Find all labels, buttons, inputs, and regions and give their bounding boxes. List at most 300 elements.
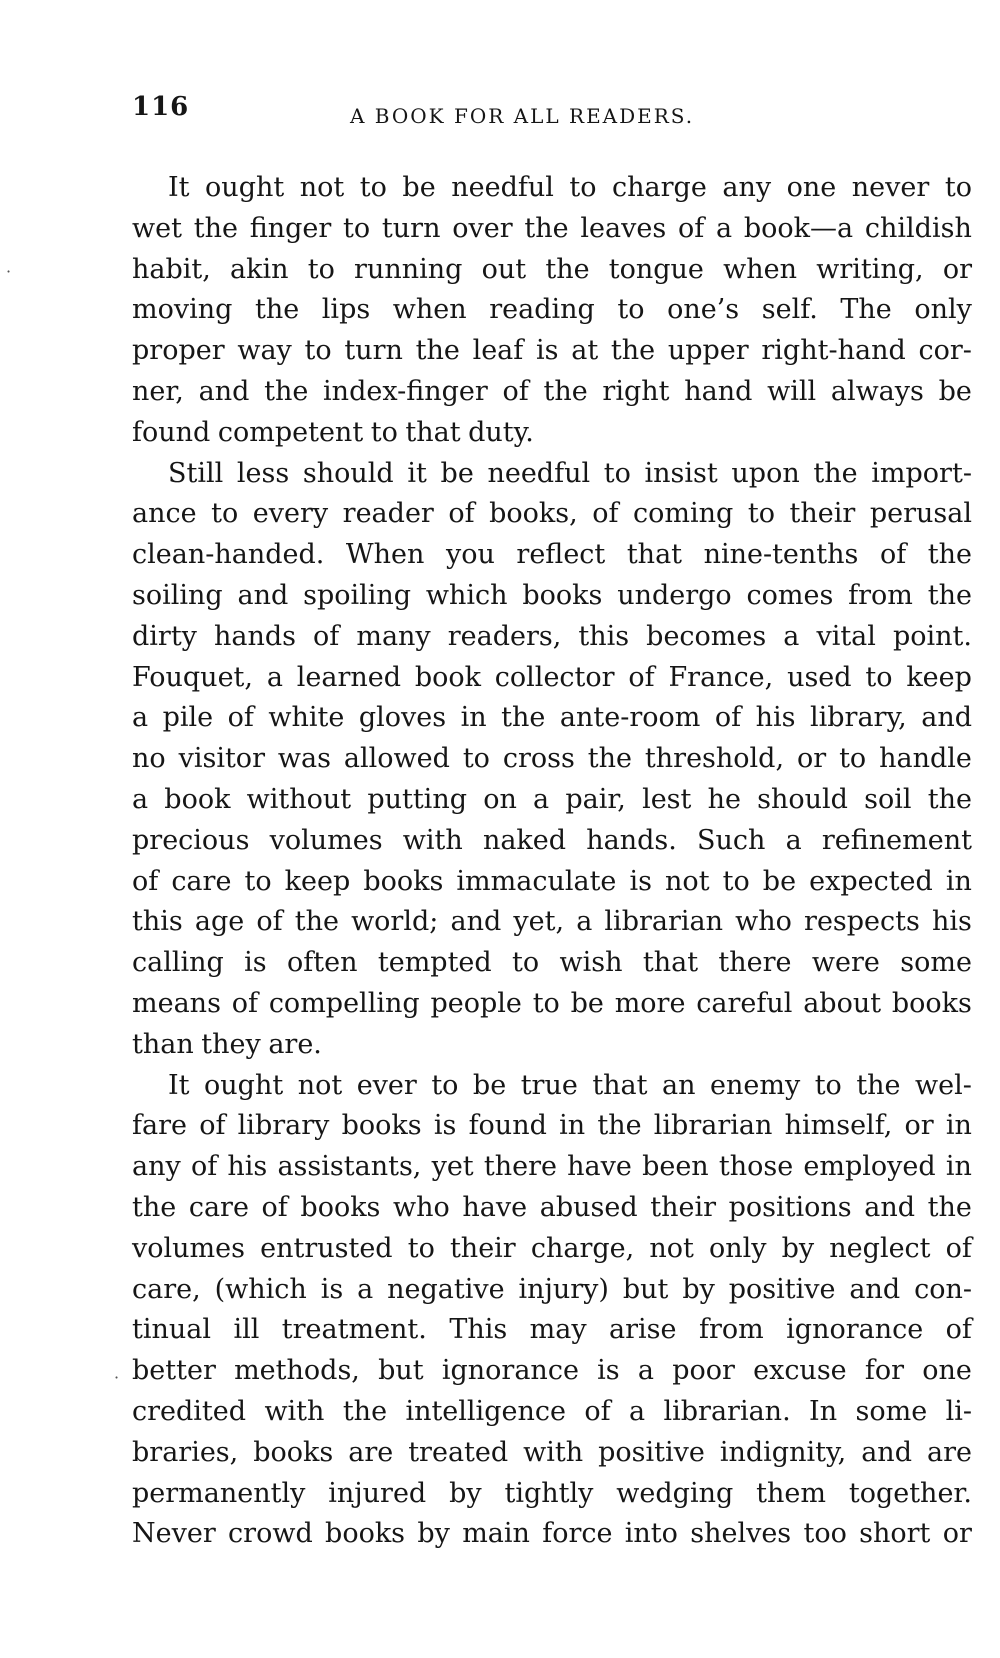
word: of bbox=[714, 702, 742, 734]
word: keep bbox=[284, 865, 351, 897]
word: poor bbox=[672, 1355, 735, 1387]
text-line bbox=[132, 494, 972, 535]
word: librarian bbox=[653, 1110, 773, 1142]
word: visitor bbox=[178, 743, 265, 775]
word: arise bbox=[609, 1314, 677, 1346]
word: negative bbox=[387, 1273, 505, 1305]
word: treatment. bbox=[281, 1314, 427, 1346]
word: their bbox=[650, 1191, 716, 1223]
word: reader bbox=[342, 498, 434, 530]
word: his bbox=[227, 1151, 268, 1183]
word: threshold, bbox=[644, 743, 785, 775]
text-line bbox=[132, 1270, 972, 1311]
word: the bbox=[856, 1069, 901, 1101]
word: to bbox=[462, 743, 490, 775]
word: means bbox=[132, 987, 221, 1019]
word: not bbox=[649, 1232, 694, 1264]
word: the bbox=[501, 702, 546, 734]
text-line bbox=[132, 658, 972, 699]
text-line bbox=[132, 984, 972, 1025]
word: to bbox=[569, 172, 597, 203]
word: of bbox=[231, 987, 258, 1019]
text-line bbox=[132, 290, 972, 331]
word: too bbox=[803, 1518, 847, 1550]
word: into bbox=[624, 1518, 678, 1550]
word: this bbox=[578, 620, 630, 652]
word: that bbox=[592, 1069, 648, 1101]
word: the bbox=[597, 1110, 642, 1142]
text-line bbox=[132, 1025, 972, 1066]
word: to bbox=[839, 743, 867, 775]
word: reflect bbox=[516, 539, 606, 571]
word: positive bbox=[598, 1436, 705, 1468]
word: have bbox=[462, 1191, 528, 1223]
word: wish bbox=[559, 947, 623, 979]
word: is bbox=[433, 1110, 457, 1142]
word: the bbox=[342, 1395, 388, 1427]
word: abused bbox=[539, 1191, 638, 1223]
word: akin bbox=[230, 253, 289, 285]
word: are. bbox=[268, 1028, 322, 1060]
word: It bbox=[168, 172, 190, 203]
word: enemy bbox=[710, 1069, 801, 1101]
text-line bbox=[132, 1188, 972, 1229]
word: needful bbox=[487, 457, 591, 489]
word: who bbox=[735, 906, 792, 938]
word: books bbox=[300, 1191, 381, 1223]
word: not bbox=[665, 865, 710, 897]
word: hands. bbox=[586, 824, 677, 856]
word: book bbox=[164, 783, 231, 815]
word: the bbox=[927, 539, 972, 571]
word: and bbox=[237, 579, 289, 611]
text-line bbox=[132, 1310, 972, 1351]
word: books, bbox=[489, 498, 578, 530]
word: of bbox=[677, 212, 705, 244]
text-line bbox=[132, 1147, 972, 1188]
word: often bbox=[287, 947, 358, 979]
text-line bbox=[132, 698, 972, 739]
word: those bbox=[718, 1151, 794, 1183]
word: wedging bbox=[616, 1477, 734, 1509]
word: Such bbox=[697, 824, 766, 856]
word: there bbox=[483, 1151, 557, 1183]
word: by bbox=[682, 1273, 715, 1305]
word: librarian bbox=[604, 906, 724, 938]
word: the bbox=[294, 906, 339, 938]
word: This bbox=[449, 1314, 508, 1346]
text-line bbox=[132, 1433, 972, 1474]
text-line bbox=[132, 209, 972, 250]
word: at bbox=[571, 335, 599, 367]
text-line bbox=[132, 1106, 972, 1147]
word: ill bbox=[233, 1314, 260, 1346]
word: is bbox=[597, 1355, 620, 1387]
word: ignorance bbox=[441, 1355, 579, 1387]
word: to bbox=[407, 1232, 435, 1264]
word: respects bbox=[804, 906, 920, 938]
word: (which bbox=[214, 1273, 307, 1305]
word: world; bbox=[351, 906, 439, 938]
word: a bbox=[783, 620, 800, 652]
word: tightly bbox=[504, 1477, 594, 1509]
word: duty. bbox=[468, 416, 534, 448]
word: hands bbox=[213, 620, 296, 652]
word: collector bbox=[494, 661, 615, 693]
word: books bbox=[363, 865, 444, 897]
word: learned bbox=[296, 661, 402, 693]
word: people bbox=[430, 987, 522, 1019]
word: the bbox=[524, 212, 569, 244]
word: short bbox=[859, 1518, 931, 1550]
word: is bbox=[320, 1273, 344, 1305]
word: ner, bbox=[132, 375, 184, 407]
word: to bbox=[617, 294, 645, 326]
word: the bbox=[610, 335, 656, 367]
word: hand bbox=[684, 375, 753, 407]
word: white bbox=[268, 702, 345, 734]
word: methods, bbox=[234, 1355, 360, 1387]
word: employed bbox=[803, 1151, 936, 1183]
text-line bbox=[132, 168, 972, 209]
word: used bbox=[787, 661, 852, 693]
word: neglect bbox=[829, 1232, 931, 1264]
text-line bbox=[132, 943, 972, 984]
text-line bbox=[132, 413, 972, 454]
word: main bbox=[462, 1518, 530, 1550]
word: was bbox=[277, 743, 331, 775]
word: of bbox=[190, 1151, 218, 1183]
word: a bbox=[132, 702, 149, 734]
word: books bbox=[891, 987, 972, 1019]
word: naked bbox=[482, 824, 567, 856]
text-line bbox=[132, 1066, 972, 1107]
word: is bbox=[629, 865, 652, 897]
word: coming bbox=[633, 498, 734, 530]
word: li- bbox=[945, 1395, 972, 1427]
word: tempted bbox=[377, 947, 492, 979]
word: is bbox=[536, 335, 559, 367]
word: by bbox=[781, 1232, 815, 1264]
word: ought bbox=[204, 1069, 284, 1101]
page-number: 116 bbox=[132, 92, 190, 122]
text-line bbox=[132, 454, 972, 495]
word: a bbox=[533, 783, 550, 815]
word: that bbox=[626, 539, 683, 571]
word: they bbox=[201, 1028, 261, 1060]
word: a bbox=[576, 906, 593, 938]
word: or bbox=[904, 1110, 934, 1142]
word: braries, bbox=[132, 1436, 239, 1468]
word: but bbox=[622, 1273, 669, 1305]
word: the bbox=[545, 253, 590, 285]
word: competent bbox=[217, 416, 364, 448]
word: wet bbox=[132, 212, 182, 244]
page-body bbox=[132, 168, 972, 1555]
word: one’s bbox=[667, 294, 740, 326]
word: one bbox=[786, 172, 837, 203]
word: right bbox=[602, 375, 670, 407]
word: France, bbox=[668, 661, 774, 693]
word: crowd bbox=[228, 1518, 313, 1550]
word: keep bbox=[906, 661, 972, 693]
word: treated bbox=[408, 1436, 509, 1468]
word: intelligence bbox=[405, 1395, 566, 1427]
word: any bbox=[722, 172, 772, 203]
word: some bbox=[900, 947, 972, 979]
word: only bbox=[708, 1232, 767, 1264]
paragraph bbox=[132, 1066, 972, 1556]
word: Still bbox=[168, 457, 224, 489]
word: when bbox=[392, 294, 467, 326]
word: upon bbox=[731, 457, 800, 489]
word: tongue bbox=[608, 253, 704, 285]
word: found bbox=[132, 416, 211, 448]
word: ignorance bbox=[786, 1314, 924, 1346]
text-line bbox=[132, 821, 972, 862]
word: Never bbox=[132, 1518, 216, 1550]
word: himself, bbox=[784, 1110, 893, 1142]
word: over bbox=[452, 212, 513, 244]
text-line bbox=[132, 535, 972, 576]
margin-speck: · bbox=[114, 1368, 120, 1387]
word: a bbox=[785, 824, 802, 856]
word: cross bbox=[502, 743, 575, 775]
text-line bbox=[132, 1229, 972, 1270]
word: ever bbox=[356, 1069, 417, 1101]
word: it bbox=[407, 457, 427, 489]
word: that bbox=[642, 947, 699, 979]
word: In bbox=[809, 1395, 838, 1427]
word: should bbox=[302, 457, 394, 489]
text-line bbox=[132, 1392, 972, 1433]
word: a bbox=[132, 783, 149, 815]
word: lest bbox=[642, 783, 692, 815]
word: credited bbox=[132, 1395, 247, 1427]
word: a bbox=[628, 1395, 646, 1427]
word: refinement bbox=[821, 824, 972, 856]
word: only bbox=[914, 294, 972, 326]
text-line bbox=[132, 576, 972, 617]
word: when bbox=[723, 253, 797, 285]
word: the bbox=[132, 1191, 177, 1223]
word: and bbox=[921, 702, 972, 734]
word: of bbox=[879, 539, 907, 571]
word: the bbox=[193, 212, 238, 244]
word: and bbox=[861, 1436, 912, 1468]
word: index-finger bbox=[323, 375, 488, 407]
word: shelves bbox=[690, 1518, 792, 1550]
word: be bbox=[440, 457, 474, 489]
word: have bbox=[567, 1151, 632, 1183]
word: them bbox=[756, 1477, 826, 1509]
word: of bbox=[256, 906, 283, 938]
word: fare bbox=[132, 1110, 187, 1142]
paragraph bbox=[132, 168, 972, 454]
word: proper bbox=[132, 335, 225, 367]
word: a bbox=[715, 212, 733, 244]
word: to bbox=[343, 212, 371, 244]
word: writing, bbox=[816, 253, 924, 285]
word: permanently bbox=[132, 1477, 306, 1509]
word: wel- bbox=[915, 1069, 972, 1101]
word: injured bbox=[328, 1477, 427, 1509]
word: right-hand bbox=[761, 335, 906, 367]
word: compelling bbox=[268, 987, 420, 1019]
word: of bbox=[132, 865, 159, 897]
word: or bbox=[942, 253, 972, 285]
word: about bbox=[803, 987, 882, 1019]
word: soil bbox=[864, 783, 912, 815]
word: from bbox=[698, 1314, 764, 1346]
word: assistants, bbox=[277, 1151, 422, 1183]
word: their bbox=[789, 498, 856, 530]
word: to bbox=[304, 335, 332, 367]
word: clean-handed. bbox=[132, 539, 325, 571]
word: The bbox=[840, 294, 892, 326]
word: with bbox=[264, 1395, 325, 1427]
word: ante-room bbox=[559, 702, 701, 734]
word: books bbox=[325, 1518, 406, 1550]
word: of bbox=[628, 661, 655, 693]
word: import- bbox=[871, 457, 972, 489]
word: a bbox=[637, 1355, 654, 1387]
word: the bbox=[264, 375, 309, 407]
word: is bbox=[244, 947, 267, 979]
word: and bbox=[198, 375, 250, 407]
word: without bbox=[246, 783, 352, 815]
word: comes bbox=[746, 579, 834, 611]
word: volumes bbox=[269, 824, 383, 856]
word: running bbox=[354, 253, 463, 285]
word: there bbox=[718, 947, 792, 979]
word: pile bbox=[162, 702, 214, 734]
word: to bbox=[359, 172, 387, 203]
word: this bbox=[132, 906, 183, 938]
word: book—a bbox=[743, 212, 854, 244]
word: been bbox=[642, 1151, 709, 1183]
word: to bbox=[865, 661, 893, 693]
word: gloves bbox=[358, 702, 447, 734]
word: the bbox=[255, 294, 300, 326]
word: yet, bbox=[513, 906, 565, 938]
word: an bbox=[662, 1069, 696, 1101]
word: their bbox=[449, 1232, 516, 1264]
text-line bbox=[132, 902, 972, 943]
word: in bbox=[945, 1110, 972, 1142]
word: books bbox=[253, 1436, 334, 1468]
word: immaculate bbox=[456, 865, 617, 897]
word: allowed bbox=[343, 743, 450, 775]
word: in bbox=[460, 702, 487, 734]
word: be bbox=[762, 865, 797, 897]
word: tinual bbox=[132, 1314, 211, 1346]
word: of bbox=[199, 1110, 226, 1142]
word: to bbox=[370, 416, 398, 448]
word: his bbox=[755, 702, 796, 734]
word: lips bbox=[321, 294, 371, 326]
word: be bbox=[472, 1069, 507, 1101]
word: in bbox=[945, 865, 972, 897]
word: volumes bbox=[132, 1232, 245, 1264]
text-line bbox=[132, 617, 972, 658]
text-line bbox=[132, 1514, 972, 1555]
word: of bbox=[448, 498, 475, 530]
word: moving bbox=[132, 294, 233, 326]
text-line bbox=[132, 862, 972, 903]
word: will bbox=[767, 375, 817, 407]
word: of bbox=[592, 498, 619, 530]
word: force bbox=[542, 1518, 613, 1550]
word: no bbox=[132, 743, 166, 775]
word: undergo bbox=[617, 579, 732, 611]
word: self. bbox=[761, 294, 818, 326]
word: cor- bbox=[918, 335, 972, 367]
word: you bbox=[445, 539, 495, 571]
word: by bbox=[449, 1477, 482, 1509]
word: of bbox=[502, 375, 529, 407]
word: many bbox=[356, 620, 431, 652]
word: leaf bbox=[472, 335, 524, 367]
word: habit, bbox=[132, 253, 211, 285]
word: the bbox=[415, 335, 460, 367]
word: are bbox=[926, 1436, 972, 1468]
word: to bbox=[722, 865, 750, 897]
word: the bbox=[813, 457, 858, 489]
word: ought bbox=[205, 172, 285, 203]
word: better bbox=[132, 1355, 216, 1387]
word: putting bbox=[367, 783, 467, 815]
word: to bbox=[211, 498, 239, 530]
word: charge, bbox=[530, 1232, 635, 1264]
word: point. bbox=[892, 620, 972, 652]
word: found bbox=[468, 1110, 547, 1142]
word: out bbox=[481, 253, 527, 285]
word: from bbox=[848, 579, 913, 611]
word: may bbox=[529, 1314, 587, 1346]
word: precious bbox=[132, 824, 250, 856]
word: reading bbox=[489, 294, 595, 326]
word: the bbox=[927, 1191, 972, 1223]
word: who bbox=[393, 1191, 450, 1223]
word: expected bbox=[809, 865, 933, 897]
word: soiling bbox=[132, 579, 223, 611]
word: librarian. bbox=[663, 1395, 791, 1427]
word: dirty bbox=[132, 620, 197, 652]
word: care bbox=[188, 1191, 249, 1223]
word: to bbox=[747, 498, 775, 530]
text-line bbox=[132, 331, 972, 372]
word: indignity, bbox=[719, 1436, 847, 1468]
word: books bbox=[341, 1110, 422, 1142]
word: con- bbox=[914, 1273, 972, 1305]
word: by bbox=[417, 1518, 450, 1550]
word: and bbox=[864, 1191, 916, 1223]
word: his bbox=[932, 906, 972, 938]
word: not bbox=[299, 172, 345, 203]
word: than bbox=[132, 1028, 194, 1060]
word: calling bbox=[132, 947, 224, 979]
word: a bbox=[357, 1273, 374, 1305]
word: be bbox=[402, 172, 436, 203]
text-line bbox=[132, 250, 972, 291]
word: the bbox=[543, 375, 588, 407]
word: turn bbox=[381, 212, 441, 244]
word: perusal bbox=[869, 498, 972, 530]
page-header bbox=[132, 92, 972, 132]
word: he bbox=[707, 783, 741, 815]
word: were bbox=[811, 947, 880, 979]
